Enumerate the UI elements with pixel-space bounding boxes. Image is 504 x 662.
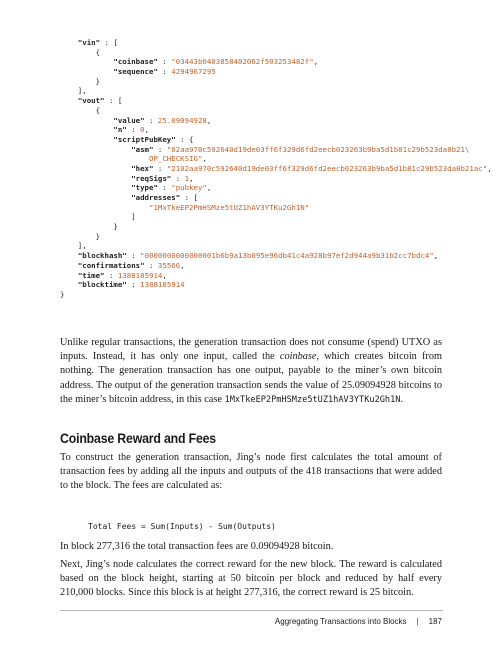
- code-punct: :: [153, 144, 167, 154]
- code-value: 1: [184, 173, 190, 183]
- code-line: [60, 251, 500, 261]
- code-key: "confirmations": [77, 260, 145, 270]
- code-line: [60, 203, 500, 213]
- code-punct: {: [60, 47, 101, 57]
- code-value: "1MxTkeEP2PmHSMze5tUZ1hAV3YTKu2Gh1N": [149, 202, 310, 212]
- code-punct: }: [60, 231, 101, 241]
- footer-section-title: Aggregating Transactions into Blocks: [274, 617, 407, 626]
- code-key: "type": [131, 183, 158, 193]
- code-value: 4294967295: [171, 67, 216, 77]
- code-line: [60, 183, 500, 193]
- code-line: [60, 193, 500, 203]
- paragraph-reward: Next, Jing’s node calculates the correct reward for the new block. The reward is calculated based on the block height, starting at 50 bitcoin per block and reduced by half every 210,000 blocks. Since this block is at height 277,316, the correct reward is 25 bitcoin.: [60, 559, 442, 599]
- para1-text-b: , which creates bitcoin from nothing. The generation transaction has one output, payable to the miner’s own bitcoin address. The output of the generation transaction sends the value of 25.09094928 bitcoins to the miner’s bitcoin address, in this case: [60, 351, 442, 405]
- code-punct: ,: [313, 57, 319, 67]
- code-punct: ,: [206, 115, 212, 125]
- code-punct: [60, 57, 113, 66]
- code-punct: [60, 145, 131, 154]
- code-punct: :: [157, 67, 172, 77]
- code-punct: [60, 251, 78, 260]
- code-line: [60, 135, 500, 145]
- code-value: "2102aa970c592640d19de03ff6f329d6fd2eecb023263b9ba5d1b81c29b523da8b21ac": [166, 163, 488, 173]
- code-punct: :: [157, 183, 172, 193]
- code-punct: ,: [189, 173, 194, 183]
- code-value: OP_CHECKSIG": [149, 154, 203, 164]
- code-line: [60, 154, 500, 164]
- code-punct: [60, 193, 131, 202]
- code-line: [60, 67, 500, 77]
- code-punct: }: [60, 76, 101, 86]
- code-punct: [60, 271, 78, 280]
- section-heading: Coinbase Reward and Fees: [60, 430, 216, 446]
- code-line: [60, 145, 500, 155]
- code-line: [60, 222, 500, 232]
- code-punct: [60, 135, 113, 144]
- code-punct: :: [104, 270, 118, 280]
- page-footer: [275, 617, 442, 626]
- code-line: [60, 174, 500, 184]
- code-punct: : [: [104, 96, 123, 106]
- code-punct: :: [171, 173, 185, 183]
- code-punct: ,: [180, 260, 185, 270]
- code-key: "vout": [77, 96, 105, 106]
- code-punct: ]: [60, 212, 136, 222]
- para1-emphasis: coinbase: [279, 351, 317, 363]
- code-value: 35566: [157, 260, 181, 270]
- code-punct: [60, 154, 149, 163]
- code-punct: ,: [206, 183, 212, 193]
- code-punct: [60, 164, 131, 173]
- code-punct: ],: [60, 86, 87, 96]
- code-key: "addresses": [131, 193, 181, 202]
- code-punct: [60, 174, 131, 183]
- paragraph-coinbase-intro: [60, 336, 442, 407]
- para1-text-c: .: [400, 393, 404, 405]
- code-punct: }: [60, 222, 118, 232]
- code-punct: [60, 261, 78, 270]
- code-punct: : {: [175, 134, 194, 144]
- code-punct: {: [60, 105, 101, 115]
- paragraph-total-fees: In block 277,316 the total transaction fees are 0.09094928 bitcoin.: [60, 541, 334, 552]
- code-key: "scriptPubKey": [113, 134, 176, 144]
- code-line: [60, 164, 500, 174]
- code-key: "blockhash": [77, 251, 127, 261]
- json-code-block: [60, 38, 500, 300]
- code-line: [60, 280, 500, 290]
- code-key: "coinbase": [113, 57, 158, 67]
- code-line: [60, 271, 500, 281]
- code-punct: [60, 125, 113, 134]
- code-key: "hex": [131, 163, 154, 173]
- code-value: "02aa970c592640d19de03ff6f329d6fd2eecb023263b9ba5d1b81c29b523da8b21\: [166, 144, 470, 154]
- code-key: "blocktime": [77, 280, 127, 290]
- code-punct: [60, 116, 113, 125]
- para1-text-a: Unlike regular transactions, the generation transaction does not consume (spend) UTXO as inputs. Instead, it has only one input, called the: [60, 337, 442, 363]
- code-punct: ,: [144, 125, 150, 135]
- paragraph-fees-intro: To construct the generation transaction, Jing’s node first calculates the total amount of transaction fees by adding all the inputs and outputs of the 418 transactions that were added to the block. The fees are calculated as:: [60, 452, 442, 492]
- code-punct: :: [126, 125, 141, 135]
- code-punct: }: [60, 289, 65, 299]
- code-punct: [60, 67, 113, 76]
- code-line: [60, 116, 500, 126]
- code-value: "pubkey": [171, 183, 207, 193]
- code-key: "vin": [77, 38, 101, 47]
- code-punct: : [: [100, 38, 118, 47]
- code-line: [60, 38, 500, 48]
- code-line: [60, 125, 500, 135]
- code-key: "value": [113, 115, 145, 125]
- code-punct: ,: [487, 163, 492, 173]
- code-line: [60, 212, 500, 222]
- code-line: [60, 96, 500, 106]
- code-line: [60, 86, 500, 96]
- code-punct: :: [144, 260, 158, 270]
- code-value: 1388185914: [117, 270, 163, 280]
- code-punct: [60, 280, 78, 289]
- code-line: [60, 106, 500, 116]
- code-key: "reqSigs": [131, 173, 172, 183]
- footer-divider: [60, 610, 443, 611]
- footer-separator: |: [416, 617, 419, 626]
- code-value: 0: [140, 125, 145, 135]
- code-key: "time": [77, 270, 105, 280]
- code-punct: :: [126, 251, 141, 261]
- code-punct: ,: [162, 270, 167, 280]
- code-value: "0000000000000001b6b9a13b095e96db41c4a928b97ef2d944a9b31b2cc7bdc4": [140, 251, 434, 261]
- code-key: "sequence": [113, 67, 158, 77]
- code-line: [60, 57, 500, 67]
- code-punct: [60, 183, 131, 192]
- code-punct: :: [157, 57, 172, 67]
- code-line: [60, 48, 500, 58]
- fees-formula: Total Fees = Sum(Inputs) - Sum(Outputs): [88, 522, 276, 531]
- code-line: [60, 290, 500, 300]
- code-line: [60, 232, 500, 242]
- code-punct: ,: [433, 251, 439, 261]
- code-punct: [60, 38, 78, 47]
- footer-page-number: 187: [428, 617, 442, 626]
- code-key: "n": [113, 125, 127, 135]
- code-line: [60, 261, 500, 271]
- code-punct: : [: [180, 193, 198, 202]
- code-line: [60, 241, 500, 251]
- code-punct: :: [144, 115, 158, 125]
- code-punct: [60, 203, 149, 212]
- code-punct: :: [153, 163, 167, 173]
- code-value: 1388185914: [140, 280, 185, 290]
- code-key: "asm": [131, 144, 154, 154]
- code-value: "03443b0403858402062f503253482f": [171, 57, 314, 67]
- code-punct: ],: [60, 241, 87, 251]
- code-punct: :: [126, 280, 141, 290]
- code-punct: ,: [202, 154, 207, 164]
- code-punct: [60, 96, 78, 105]
- para1-address: 1MxTkeEP2PmHSMze5tUZ1hAV3YTKu2Gh1N: [224, 394, 401, 405]
- code-line: [60, 77, 500, 87]
- code-value: 25.09094928: [157, 115, 207, 125]
